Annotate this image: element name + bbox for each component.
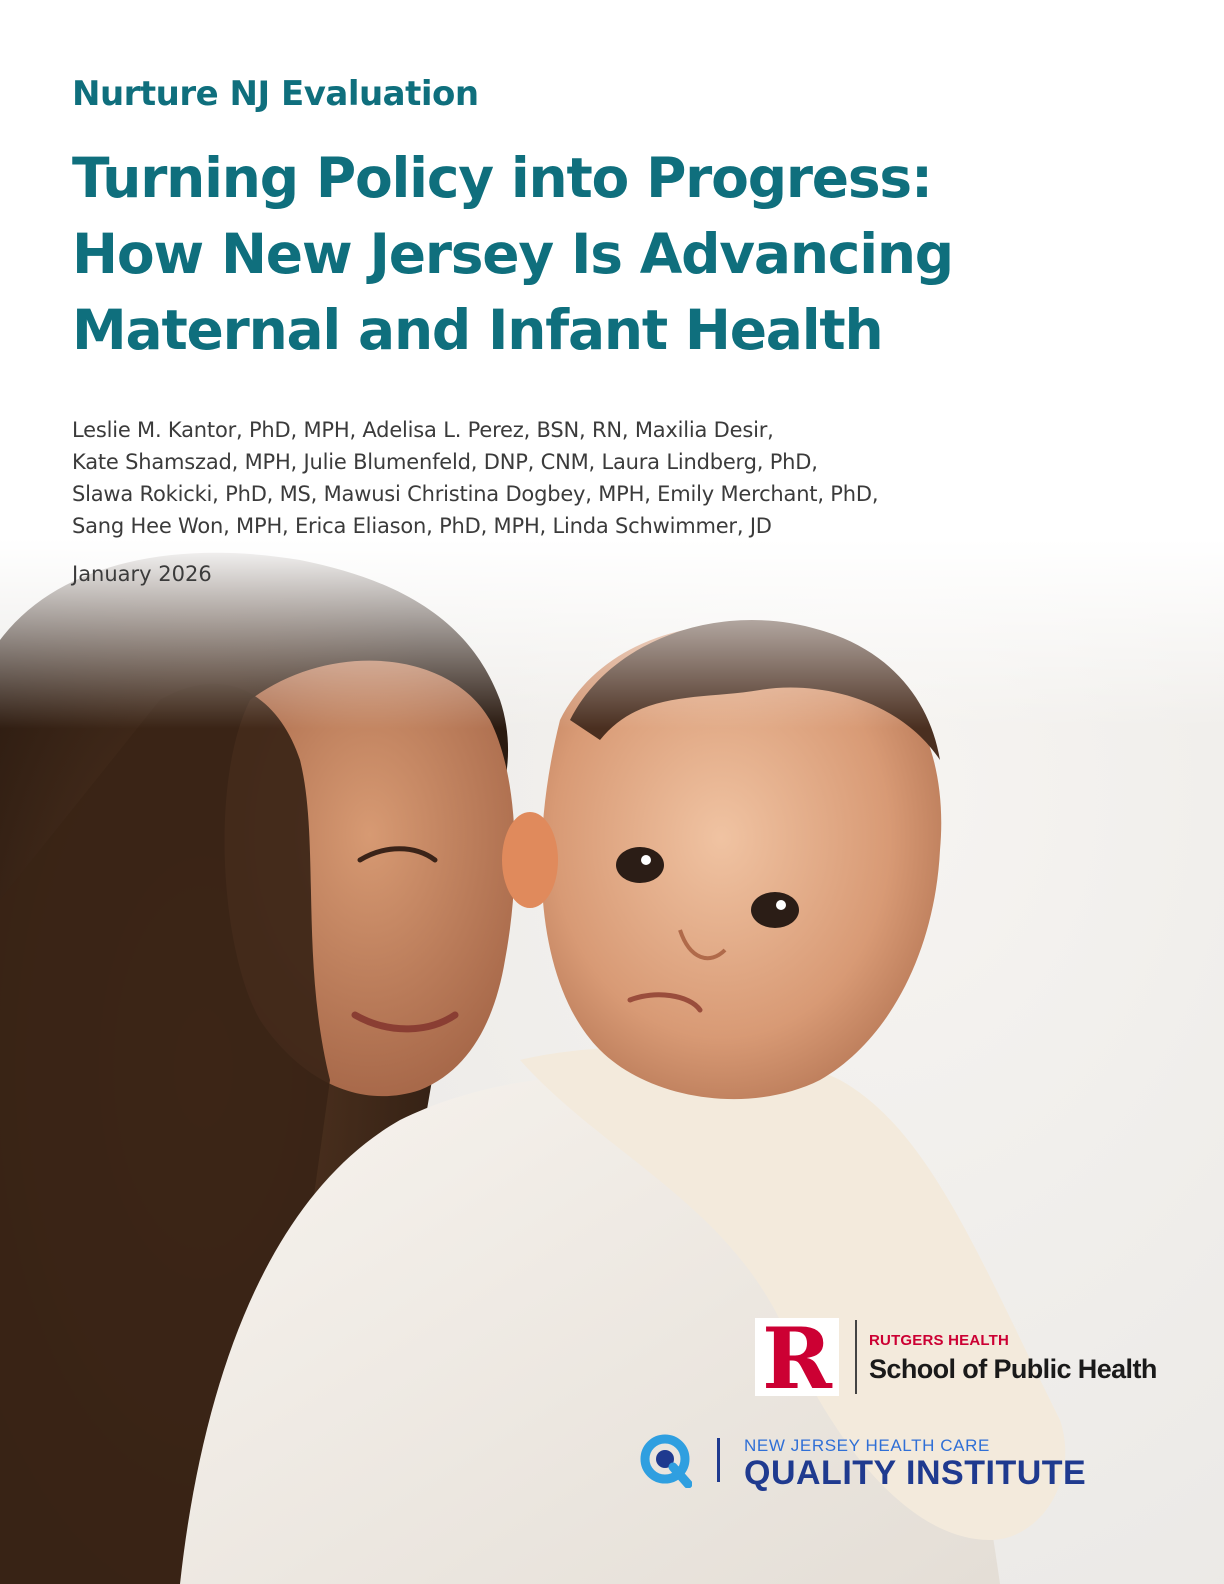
rutgers-logo — [755, 1318, 1175, 1396]
quality-institute-bottom-label: QUALITY INSTITUTE — [744, 1454, 1087, 1492]
author-line: Slawa Rokicki, PhD, MS, Mawusi Christina Dogbey, MPH, Emily Merchant, PhD, — [72, 482, 879, 506]
title-line: Turning Policy into Progress: — [72, 146, 932, 210]
rutgers-r-letter: R — [762, 1318, 832, 1396]
logo-divider — [717, 1438, 720, 1482]
quality-institute-q-icon — [640, 1434, 692, 1488]
report-title — [72, 140, 1172, 368]
author-list — [72, 414, 1072, 542]
rutgers-r-icon — [755, 1318, 839, 1396]
author-line: Kate Shamszad, MPH, Julie Blumenfeld, DNP, CNM, Laura Lindberg, PhD, — [72, 450, 818, 474]
logo-divider — [855, 1320, 857, 1394]
publication-date: January 2026 — [72, 562, 212, 586]
author-line: Leslie M. Kantor, PhD, MPH, Adelisa L. Perez, BSN, RN, Maxilia Desir, — [72, 418, 774, 442]
title-line: Maternal and Infant Health — [72, 298, 883, 362]
cover-header — [72, 70, 1172, 368]
quality-institute-logo — [640, 1432, 1180, 1492]
rutgers-top-label: RUTGERS HEALTH — [869, 1332, 1010, 1349]
quality-institute-top-label: NEW JERSEY HEALTH CARE — [744, 1436, 990, 1455]
title-line: How New Jersey Is Advancing — [72, 222, 953, 286]
author-line: Sang Hee Won, MPH, Erica Eliason, PhD, MPH, Linda Schwimmer, JD — [72, 514, 772, 538]
rutgers-bottom-label: School of Public Health — [869, 1354, 1157, 1384]
series-title: Nurture NJ Evaluation — [72, 74, 479, 114]
